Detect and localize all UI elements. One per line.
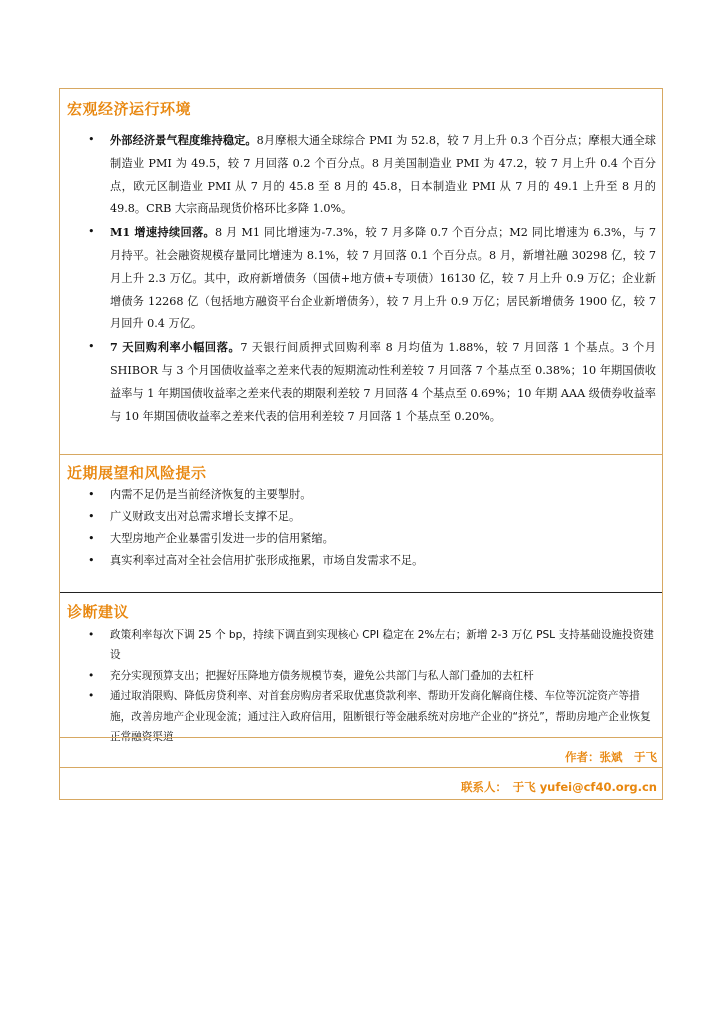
section-divider bbox=[60, 737, 662, 738]
list-item: • 内需不足仍是当前经济恢复的主要掣肘。 bbox=[60, 484, 662, 506]
section-heading-outlook: 近期展望和风险提示 bbox=[67, 464, 207, 482]
contact-line: 联系人： 于飞 yufei@cf40.org.cn bbox=[460, 780, 657, 794]
bullet-icon: • bbox=[88, 133, 95, 146]
bullet-icon: • bbox=[88, 510, 95, 523]
bullet-icon: • bbox=[88, 532, 95, 545]
bullet-icon: • bbox=[88, 340, 95, 354]
bullet-icon: • bbox=[88, 488, 95, 501]
authors-line: 作者：张斌 于飞 bbox=[565, 750, 657, 764]
diagnosis-list bbox=[60, 625, 662, 747]
list-item: • M1 增速持续回落。8 月 M1 同比增速为-7.3%，较 7 月多降 0.7 个百分点；M2 同比增速为 6.3%，与 7 月持平。社会融资规模存量同比增速为 8.1%，较 7 月回落 0.1 个百分点。8 月，新增社融 30298 亿，较 7 月上升 2.3 万亿。其中，政府新增债务（国债+地方债+专项债）16130 亿，较 7 月上升 0.9 万亿；企业新增债务 12268 亿（包括地方融资平台企业新增债务），较 7 月上升 0.9 万亿；居民新增债务 1900 亿，较 7 月回升 0.4 万亿。 bbox=[60, 221, 662, 336]
list-item: • 充分实现预算支出；把握好压降地方债务规模节奏，避免公共部门与私人部门叠加的去杠杆 bbox=[60, 666, 662, 686]
outlook-risk-section bbox=[60, 455, 662, 592]
list-item: • 真实利率过高对全社会信用扩张形成拖累，市场自发需求不足。 bbox=[60, 550, 662, 572]
list-item: • 7 天回购利率小幅回落。7 天银行间质押式回购利率 8 月均值为 1.88%，较 7 月回落 1 个基点。3 个月 SHIBOR 与 3 个月国债收益率之差来代表的短期流动性利差较 7 月回落 7 个基点至 0.38%；10 年期国债收益率与 1 年期国债收益率之差来代表的期限利差较 7 月回落 4 个基点至 0.69%；10 年期 AAA 级债券收益率与 10 年期国债收益率之差来代表的信用利差较 7 月回落 1 个基点至 0.20%。 bbox=[60, 336, 662, 428]
report-frame bbox=[59, 88, 663, 800]
diagnosis-section bbox=[60, 593, 662, 744]
list-item: • 广义财政支出对总需求增长支撑不足。 bbox=[60, 506, 662, 528]
bullet-icon: • bbox=[88, 554, 95, 567]
macro-environment-section bbox=[60, 89, 662, 454]
list-item: • 外部经济景气程度维持稳定。8月摩根大通全球综合 PMI 为 52.8，较 7 月上升 0.3 个百分点；摩根大通全球制造业 PMI 为 49.5，较 7 月回落 0.2 个百分点。8 月美国制造业 PMI 为 47.2，较 7 月上升 0.4 个百分点，欧元区制造业 PMI 从 7 月的 45.8 至 8 月的 45.8，日本制造业 PMI 从 7 月的 49.1 上升至 8 月的 49.8。CRB 大宗商品现货价格环比多降 1.0%。 bbox=[60, 129, 662, 221]
bullet-icon: • bbox=[88, 669, 95, 682]
macro-list bbox=[60, 129, 662, 428]
outlook-list bbox=[60, 484, 662, 572]
list-item: • 政策利率每次下调 25 个 bp，持续下调直到实现核心 CPI 稳定在 2%左右；新增 2-3 万亿 PSL 支持基础设施投资建设 bbox=[60, 625, 662, 666]
section-heading-diagnosis: 诊断建议 bbox=[67, 603, 130, 621]
bullet-icon: • bbox=[88, 690, 95, 703]
bullet-icon: • bbox=[88, 225, 95, 239]
section-heading-macro: 宏观经济运行环境 bbox=[67, 100, 192, 118]
list-item: • 大型房地产企业暴雷引发进一步的信用紧缩。 bbox=[60, 528, 662, 550]
bullet-icon: • bbox=[88, 629, 95, 641]
footer-divider bbox=[60, 767, 662, 768]
list-item: • 通过取消限购、降低房贷利率、对首套房购房者采取优惠贷款利率、帮助开发商化解商住楼、车位等沉淀资产等措施，改善房地产企业现金流；通过注入政府信用，阻断银行等金融系统对房地产企业的“挤兑”，帮助房地产企业恢复正常融资渠道 bbox=[60, 686, 662, 747]
